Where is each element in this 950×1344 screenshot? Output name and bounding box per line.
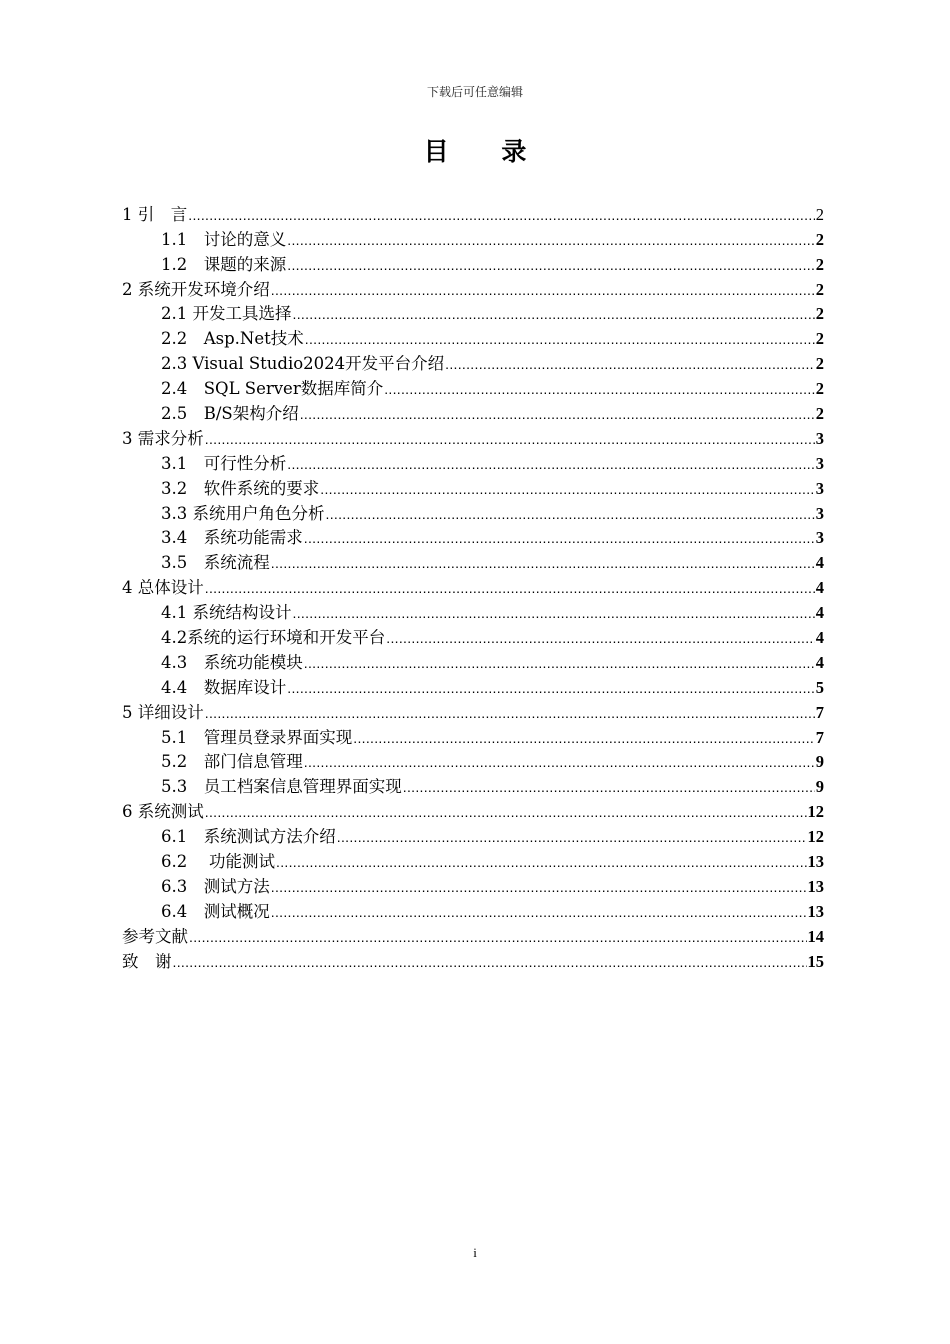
toc-entry[interactable] bbox=[122, 324, 824, 349]
toc-entry-label: 1 引 言 bbox=[122, 204, 188, 224]
toc-entry-page: 3 bbox=[815, 528, 824, 548]
toc-entry-label: 4.2系统的运行环境和开发平台 bbox=[161, 628, 386, 648]
toc-entry-page: 12 bbox=[807, 827, 824, 847]
toc-entry[interactable] bbox=[122, 250, 824, 275]
toc-entry-label: 2.4 SQL Server数据库简介 bbox=[161, 379, 384, 399]
toc-entry[interactable] bbox=[122, 499, 824, 524]
toc-entry-label: 1.1 讨论的意义 bbox=[161, 229, 287, 249]
toc-entry-page: 5 bbox=[815, 677, 824, 697]
toc-entry-page: 4 bbox=[815, 553, 824, 573]
toc-leader-dots bbox=[445, 354, 815, 374]
toc-entry-page: 9 bbox=[815, 777, 824, 797]
toc-entry-page: 3 bbox=[815, 428, 824, 448]
toc-leader-dots bbox=[271, 877, 807, 897]
toc-leader-dots bbox=[337, 827, 807, 847]
toc-entry-page: 9 bbox=[815, 752, 824, 772]
toc-entry-page: 2 bbox=[815, 304, 824, 324]
toc-entry-page: 13 bbox=[807, 852, 824, 872]
toc-entry-page: 12 bbox=[807, 802, 824, 822]
toc-entry[interactable] bbox=[122, 225, 824, 250]
toc-entry-label: 3 需求分析 bbox=[122, 428, 204, 448]
toc-entry-page: 3 bbox=[815, 453, 824, 473]
toc-leader-dots bbox=[304, 752, 815, 772]
toc-entry[interactable] bbox=[122, 797, 824, 822]
toc-entry-label: 4 总体设计 bbox=[122, 578, 204, 598]
toc-entry[interactable] bbox=[122, 275, 824, 300]
toc-leader-dots bbox=[386, 628, 815, 648]
toc-entry-label: 参考文献 bbox=[122, 926, 188, 946]
toc-entry-page: 2 bbox=[815, 204, 824, 224]
toc-entry-page: 2 bbox=[815, 254, 824, 274]
toc-entry[interactable] bbox=[122, 623, 824, 648]
toc-entry-label: 6.1 系统测试方法介绍 bbox=[161, 827, 336, 847]
toc-entry-label: 4.4 数据库设计 bbox=[161, 677, 287, 697]
toc-entry-page: 3 bbox=[815, 503, 824, 523]
toc-entry-label: 5 详细设计 bbox=[122, 702, 204, 722]
toc-entry[interactable] bbox=[122, 598, 824, 623]
toc-entry-page: 4 bbox=[815, 628, 824, 648]
toc-entry[interactable] bbox=[122, 399, 824, 424]
toc-leader-dots bbox=[287, 678, 815, 698]
toc-leader-dots bbox=[304, 653, 815, 673]
toc-leader-dots bbox=[189, 927, 807, 947]
toc-leader-dots bbox=[205, 703, 815, 723]
toc-entry[interactable] bbox=[122, 947, 824, 972]
table-of-contents bbox=[122, 200, 824, 972]
toc-entry[interactable] bbox=[122, 922, 824, 947]
toc-leader-dots bbox=[271, 280, 815, 300]
toc-entry[interactable] bbox=[122, 648, 824, 673]
toc-entry-label: 4.1 系统结构设计 bbox=[161, 603, 292, 623]
toc-entry[interactable] bbox=[122, 349, 824, 374]
toc-leader-dots bbox=[326, 504, 815, 524]
toc-entry-page: 2 bbox=[815, 229, 824, 249]
toc-leader-dots bbox=[293, 304, 815, 324]
toc-entry[interactable] bbox=[122, 723, 824, 748]
toc-entry-page: 4 bbox=[815, 652, 824, 672]
toc-leader-dots bbox=[304, 528, 815, 548]
toc-leader-dots bbox=[205, 578, 815, 598]
toc-entry-page: 14 bbox=[807, 926, 824, 946]
toc-leader-dots bbox=[293, 603, 815, 623]
toc-leader-dots bbox=[287, 255, 815, 275]
toc-leader-dots bbox=[271, 553, 815, 573]
toc-entry-label: 3.5 系统流程 bbox=[161, 553, 270, 573]
toc-leader-dots bbox=[205, 429, 815, 449]
toc-entry-label: 3.3 系统用户角色分析 bbox=[161, 503, 325, 523]
toc-entry-page: 4 bbox=[815, 603, 824, 623]
toc-entry-label: 5.1 管理员登录界面实现 bbox=[161, 727, 353, 747]
toc-entry-label: 2 系统开发环境介绍 bbox=[122, 279, 270, 299]
toc-entry[interactable] bbox=[122, 548, 824, 573]
toc-entry[interactable] bbox=[122, 847, 824, 872]
toc-entry-label: 3.1 可行性分析 bbox=[161, 453, 287, 473]
toc-entry[interactable] bbox=[122, 300, 824, 325]
header-note: 下载后可任意编辑 bbox=[426, 85, 523, 99]
toc-leader-dots bbox=[205, 802, 807, 822]
toc-leader-dots bbox=[287, 230, 815, 250]
toc-entry[interactable] bbox=[122, 374, 824, 399]
toc-entry-label: 2.1 开发工具选择 bbox=[161, 304, 292, 324]
toc-entry-label: 5.2 部门信息管理 bbox=[161, 752, 303, 772]
toc-entry[interactable] bbox=[122, 449, 824, 474]
toc-leader-dots bbox=[287, 454, 815, 474]
toc-leader-dots bbox=[188, 205, 815, 225]
toc-entry-page: 7 bbox=[815, 702, 824, 722]
toc-entry[interactable] bbox=[122, 524, 824, 549]
toc-entry-page: 4 bbox=[815, 578, 824, 598]
toc-entry[interactable] bbox=[122, 424, 824, 449]
toc-leader-dots bbox=[300, 404, 815, 424]
toc-entry-page: 7 bbox=[815, 727, 824, 747]
toc-leader-dots bbox=[384, 379, 815, 399]
toc-entry-page: 2 bbox=[815, 329, 824, 349]
toc-entry[interactable] bbox=[122, 822, 824, 847]
toc-entry[interactable] bbox=[122, 573, 824, 598]
toc-leader-dots bbox=[353, 728, 815, 748]
toc-entry-page: 3 bbox=[815, 478, 824, 498]
toc-entry-label: 6.3 测试方法 bbox=[161, 876, 270, 896]
toc-entry-label: 2.5 B/S架构介绍 bbox=[161, 404, 299, 424]
toc-entry-label: 3.2 软件系统的要求 bbox=[161, 478, 320, 498]
page-title: 目 录 bbox=[423, 137, 549, 166]
toc-entry[interactable] bbox=[122, 897, 824, 922]
toc-entry-page: 2 bbox=[815, 279, 824, 299]
toc-entry-page: 2 bbox=[815, 404, 824, 424]
toc-entry-label: 2.2 Asp.Net技术 bbox=[161, 329, 304, 349]
toc-entry-label: 1.2 课题的来源 bbox=[161, 254, 287, 274]
toc-entry[interactable] bbox=[122, 200, 824, 225]
toc-entry[interactable] bbox=[122, 698, 824, 723]
toc-entry[interactable] bbox=[122, 748, 824, 773]
toc-entry-label: 4.3 系统功能模块 bbox=[161, 652, 303, 672]
toc-leader-dots bbox=[320, 479, 815, 499]
toc-entry-page: 2 bbox=[815, 354, 824, 374]
toc-entry[interactable] bbox=[122, 872, 824, 897]
toc-entry-label: 5.3 员工档案信息管理界面实现 bbox=[161, 777, 402, 797]
toc-entry-page: 13 bbox=[807, 901, 824, 921]
toc-entry-label: 2.3 Visual Studio2024开发平台介绍 bbox=[161, 354, 445, 374]
toc-leader-dots bbox=[305, 329, 815, 349]
toc-entry[interactable] bbox=[122, 673, 824, 698]
toc-entry-page: 13 bbox=[807, 876, 824, 896]
toc-entry-page: 15 bbox=[807, 951, 824, 971]
toc-leader-dots bbox=[403, 777, 815, 797]
toc-entry[interactable] bbox=[122, 772, 824, 797]
toc-entry-page: 2 bbox=[815, 379, 824, 399]
toc-entry-label: 6.4 测试概况 bbox=[161, 901, 270, 921]
toc-entry-label: 3.4 系统功能需求 bbox=[161, 528, 303, 548]
toc-entry-label: 6 系统测试 bbox=[122, 802, 204, 822]
toc-entry-label: 致 谢 bbox=[122, 951, 172, 971]
toc-leader-dots bbox=[276, 852, 807, 872]
page-number: i bbox=[473, 1245, 477, 1260]
toc-leader-dots bbox=[173, 952, 807, 972]
toc-leader-dots bbox=[271, 902, 807, 922]
toc-entry[interactable] bbox=[122, 474, 824, 499]
toc-entry-label: 6.2 功能测试 bbox=[161, 852, 275, 872]
